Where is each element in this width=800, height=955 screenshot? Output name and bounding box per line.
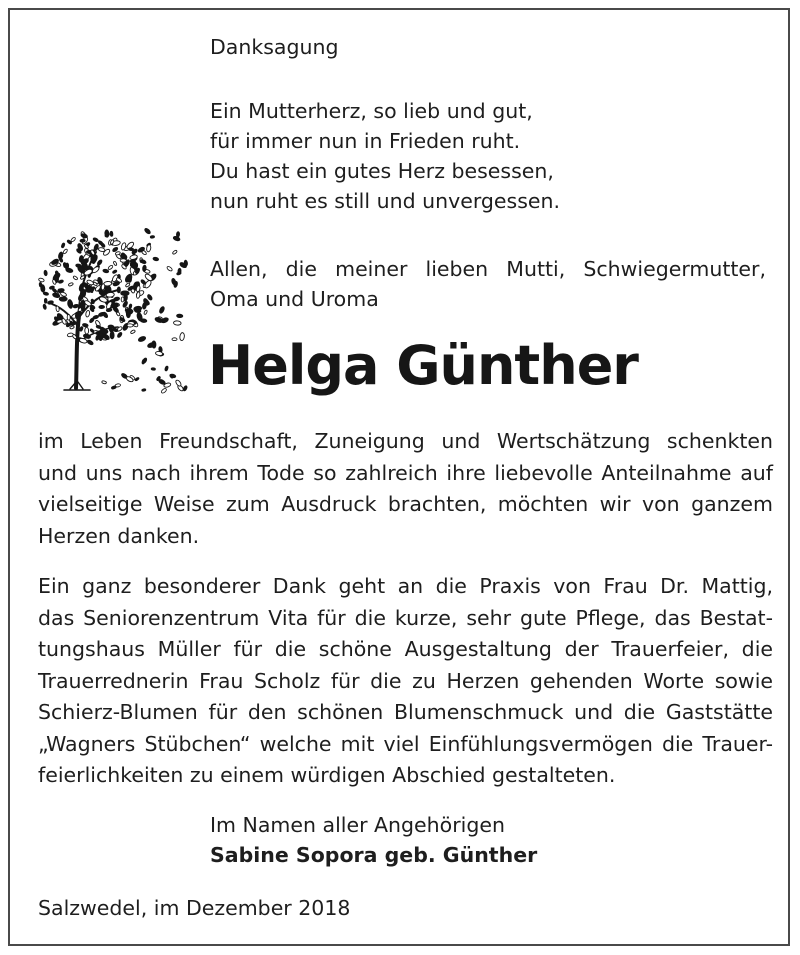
paragraph-line: Ein ganz besonderer Dank geht an die Praxis von Frau Dr. Mattig, [38, 574, 773, 598]
signature-line: Im Namen aller Angehörigen [210, 813, 505, 837]
poem [210, 96, 560, 216]
signer-name: Sabine Sopora geb. Günther [210, 843, 538, 867]
thanks-paragraph [38, 426, 773, 552]
deceased-name: Helga Günther [208, 334, 638, 397]
obituary-notice [8, 8, 790, 946]
paragraph-line: Trauerrednerin Frau Scholz für die zu Herzen gehenden Worte sowie [38, 668, 773, 693]
poem-line: Du hast ein gutes Herz besessen, [210, 159, 554, 183]
paragraph-line: Herzen danken. [38, 523, 200, 548]
intro-line: Allen, die meiner lieben Mutti, Schwiegermutter, [210, 257, 766, 281]
poem-line: nun ruht es still und unvergessen. [210, 189, 561, 213]
intro-line: Oma und Uroma [210, 287, 379, 311]
paragraph-line: im Leben Freundschaft, Zuneigung und Wertschätzung schenkten [38, 429, 773, 453]
paragraph-line: „Wagners Stübchen“ welche mit viel Einfühlungsvermögen die Trauer- [38, 731, 773, 756]
poem-line: für immer nun in Frieden ruht. [210, 129, 521, 153]
poem-line: Ein Mutterherz, so lieb und gut, [210, 99, 533, 123]
notice-heading: Danksagung [210, 35, 339, 59]
tree-with-falling-leaves-icon [36, 210, 196, 400]
special-thanks-paragraph [38, 571, 773, 792]
paragraph-line: vielseitige Weise zum Ausdruck brachten, möchten wir von ganzem [38, 492, 773, 516]
paragraph-line: und uns nach ihrem Tode so zahlreich ihre liebevolle Anteilnahme auf [38, 460, 773, 485]
paragraph-line: tungshaus Müller für die schöne Ausgestaltung der Trauerfeier, die [38, 637, 773, 661]
paragraph-line: Schierz-Blumen für den schönen Blumenschmuck und die Gaststätte [38, 700, 773, 724]
paragraph-line: feierlichkeiten zu einem würdigen Abschied gestalteten. [38, 763, 616, 787]
place-date: Salzwedel, im Dezember 2018 [38, 896, 351, 920]
intro-text [210, 254, 766, 314]
tree-foliage [38, 228, 188, 394]
paragraph-line: das Seniorenzentrum Vita für die kurze, sehr gute Pflege, das Bestat- [38, 605, 773, 630]
